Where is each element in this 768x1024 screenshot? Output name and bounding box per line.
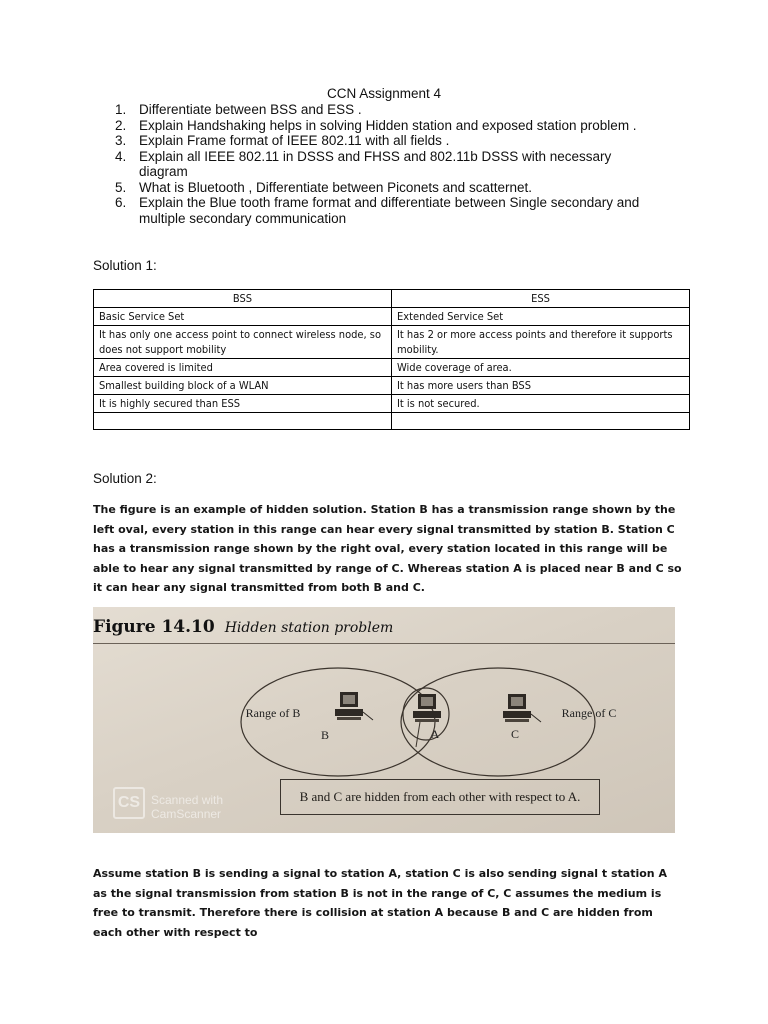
table-row xyxy=(94,395,690,413)
question-item xyxy=(115,118,675,134)
figure-title: Hidden station problem xyxy=(224,620,394,636)
computer-icon-c xyxy=(503,694,541,722)
table-cell: It has only one access point to connect wireless node, so does not support mobility xyxy=(94,326,392,359)
question-item xyxy=(115,149,639,180)
figure-caption-box: B and C are hidden from each other with respect to A. xyxy=(280,779,600,815)
table-cell: Extended Service Set xyxy=(392,308,690,326)
table-row xyxy=(94,359,690,377)
table-header-cell: ESS xyxy=(392,290,690,308)
range-c-label: Range of C xyxy=(561,706,617,720)
question-number: 6. xyxy=(115,195,127,210)
watermark-line: Scanned with xyxy=(151,793,224,807)
solution1-heading: Solution 1: xyxy=(93,258,157,273)
table-header-cell: BSS xyxy=(94,290,392,308)
question-text: Differentiate between BSS and ESS . xyxy=(139,102,362,117)
table-row xyxy=(94,308,690,326)
computer-icon-b xyxy=(335,692,373,720)
table-cell: Area covered is limited xyxy=(94,359,392,377)
solution2-paragraph-2: Assume station B is sending a signal to station A, station C is also sending signal t station A as the signal transmission from station B is not in the range of C, C assumes the medium is free to transmit. Therefore there is collision at station A because B and C are hidden from each other with respect to xyxy=(93,867,667,939)
table-cell: It is not secured. xyxy=(392,395,690,413)
question-text: What is Bluetooth , Differentiate between Piconets and scatternet. xyxy=(139,179,532,195)
solution2-heading: Solution 2: xyxy=(93,471,157,486)
solution2-paragraph: The figure is an example of hidden solution. Station B has a transmission range shown by the left oval, every station in this range can hear every signal transmitted by station B. Station C has a transmission range shown by the right oval, every station located in this range will be able to hear any signal transmitted by range of C. Whereas station A is placed near B and C so it can hear any signal transmitted from both B and C. xyxy=(93,503,682,594)
table-cell: It is highly secured than ESS xyxy=(94,395,392,413)
question-text: Explain Handshaking helps in solving Hidden station and exposed station problem . xyxy=(139,117,637,133)
watermark-line: CamScanner xyxy=(151,807,222,821)
question-item xyxy=(115,180,675,196)
range-b-oval xyxy=(241,668,435,776)
question-number: 1. xyxy=(115,102,127,117)
table-cell: Wide coverage of area. xyxy=(392,359,690,377)
station-a-tail xyxy=(416,722,420,747)
computer-icon-a xyxy=(413,694,441,722)
station-b-label: B xyxy=(320,728,329,742)
table-cell: It has 2 or more access points and therefore it supports mobility. xyxy=(392,326,690,359)
scanner-watermark xyxy=(117,793,223,821)
table-row xyxy=(94,377,690,395)
assignment-title: CCN Assignment 4 xyxy=(326,86,442,101)
table-cell: Smallest building block of a WLAN xyxy=(94,377,392,395)
table-cell xyxy=(94,413,392,430)
table-cell: Basic Service Set xyxy=(94,308,392,326)
question-number: 3. xyxy=(115,133,127,148)
question-number: 4. xyxy=(115,148,127,164)
bss-ess-table xyxy=(93,289,690,430)
question-text: Explain Frame format of IEEE 802.11 with all fields . xyxy=(139,133,450,148)
question-item xyxy=(115,102,675,118)
station-c-label: C xyxy=(510,727,519,741)
camscanner-logo: CS xyxy=(113,787,145,819)
question-number: 2. xyxy=(115,117,127,133)
station-a-label: A xyxy=(430,727,440,741)
table-header-row xyxy=(94,290,690,308)
question-text: Explain all IEEE 802.11 in DSSS and FHSS and 802.11b DSSS with necessary diagram xyxy=(139,148,612,179)
range-b-label: Range of B xyxy=(245,706,301,720)
question-text: Explain the Blue tooth frame format and differentiate between Single secondary and multiple secondary communication xyxy=(139,195,640,226)
hidden-station-figure xyxy=(93,607,675,833)
figure-number: Figure 14.10 xyxy=(93,617,215,637)
question-item xyxy=(115,133,675,149)
question-item xyxy=(115,195,679,226)
question-list xyxy=(115,102,675,226)
table-row xyxy=(94,326,690,359)
question-number: 5. xyxy=(115,179,127,195)
table-cell: It has more users than BSS xyxy=(392,377,690,395)
table-row xyxy=(94,413,690,430)
table-cell xyxy=(392,413,690,430)
